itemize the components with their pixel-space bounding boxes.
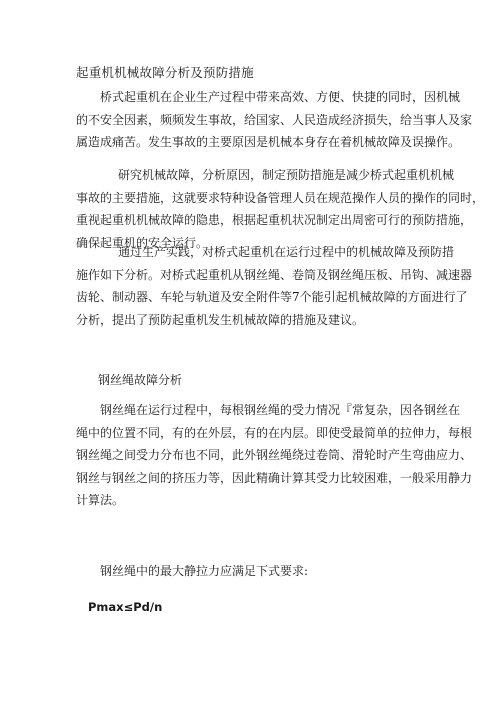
paragraph-line: 分析，提出了预防起重机发生机械故障的措施及建议。 [76, 312, 365, 327]
paragraph-line: 研究机械故障，分析原因，制定预防措施是减少桥式起重机机械 [118, 168, 455, 182]
paragraph-line: 事故的主要措施，这就要求特种设备管理人员在规范操作人员的操作的同时， [76, 190, 485, 205]
paragraph-line: 钢丝绳之间受力分布也不同，此外钢丝绳绕过卷筒、滑轮时产生弯曲应力、 [76, 448, 473, 462]
paragraph-line: 的不安全因素，频频发生事故，给国家、人民造成经济损失，给当事人及家 [76, 112, 473, 127]
intro-paragraph-1 [76, 86, 473, 154]
paragraph-line: 属造成痛苦。发生事故的主要原因是机械本身存在着机械故障及误操作。 [76, 135, 461, 149]
paragraph-line: 重视起重机机械故障的隐患，根据起重机状况制定出周密可行的预防措施， [76, 213, 473, 227]
paragraph-line: 绳中的位置不同，有的在外层，有的在内层。即使受最简单的拉伸力，每根 [76, 425, 473, 440]
document-title: 起重机机械故障分析及预防措施 [76, 65, 254, 80]
paragraph-line: 计算法。 [76, 493, 125, 507]
section-paragraph [76, 399, 473, 512]
paragraph-line: 确保起重机的安全运行。 [76, 235, 209, 250]
intro-paragraph-3 [76, 241, 473, 331]
requirement-paragraph [76, 560, 428, 583]
paragraph-line: 桥式起重机在企业生产过程中带来高效、方便、快捷的同时，因机械 [100, 90, 461, 104]
formula: Pmax≤Pd/n [88, 600, 163, 614]
paragraph-line: 施作如下分析。对桥式起重机从钢丝绳、卷筒及钢丝绳压板、吊钩、减速器 [76, 267, 473, 282]
paragraph-line: 钢丝绳在运行过程中，每根钢丝绳的受力情况『常复杂，因各钢丝在 [100, 403, 461, 417]
requirement-text: 钢丝绳中的最大静拉力应满足下式要求: [100, 564, 309, 578]
paragraph-line: 钢丝与钢丝之间的挤压力等，因此精确计算其受力比较困难，一般采用静力 [76, 470, 473, 485]
section-heading: 钢丝绳故障分析 [98, 373, 183, 387]
paragraph-line: 通过生产实践，对桥式起重机在运行过程中的机械故障及预防措 [118, 245, 455, 259]
paragraph-line: 齿轮、制动器、车轮与轨道及安全附件等7个能引起机械故障的方面进行了 [76, 290, 468, 304]
